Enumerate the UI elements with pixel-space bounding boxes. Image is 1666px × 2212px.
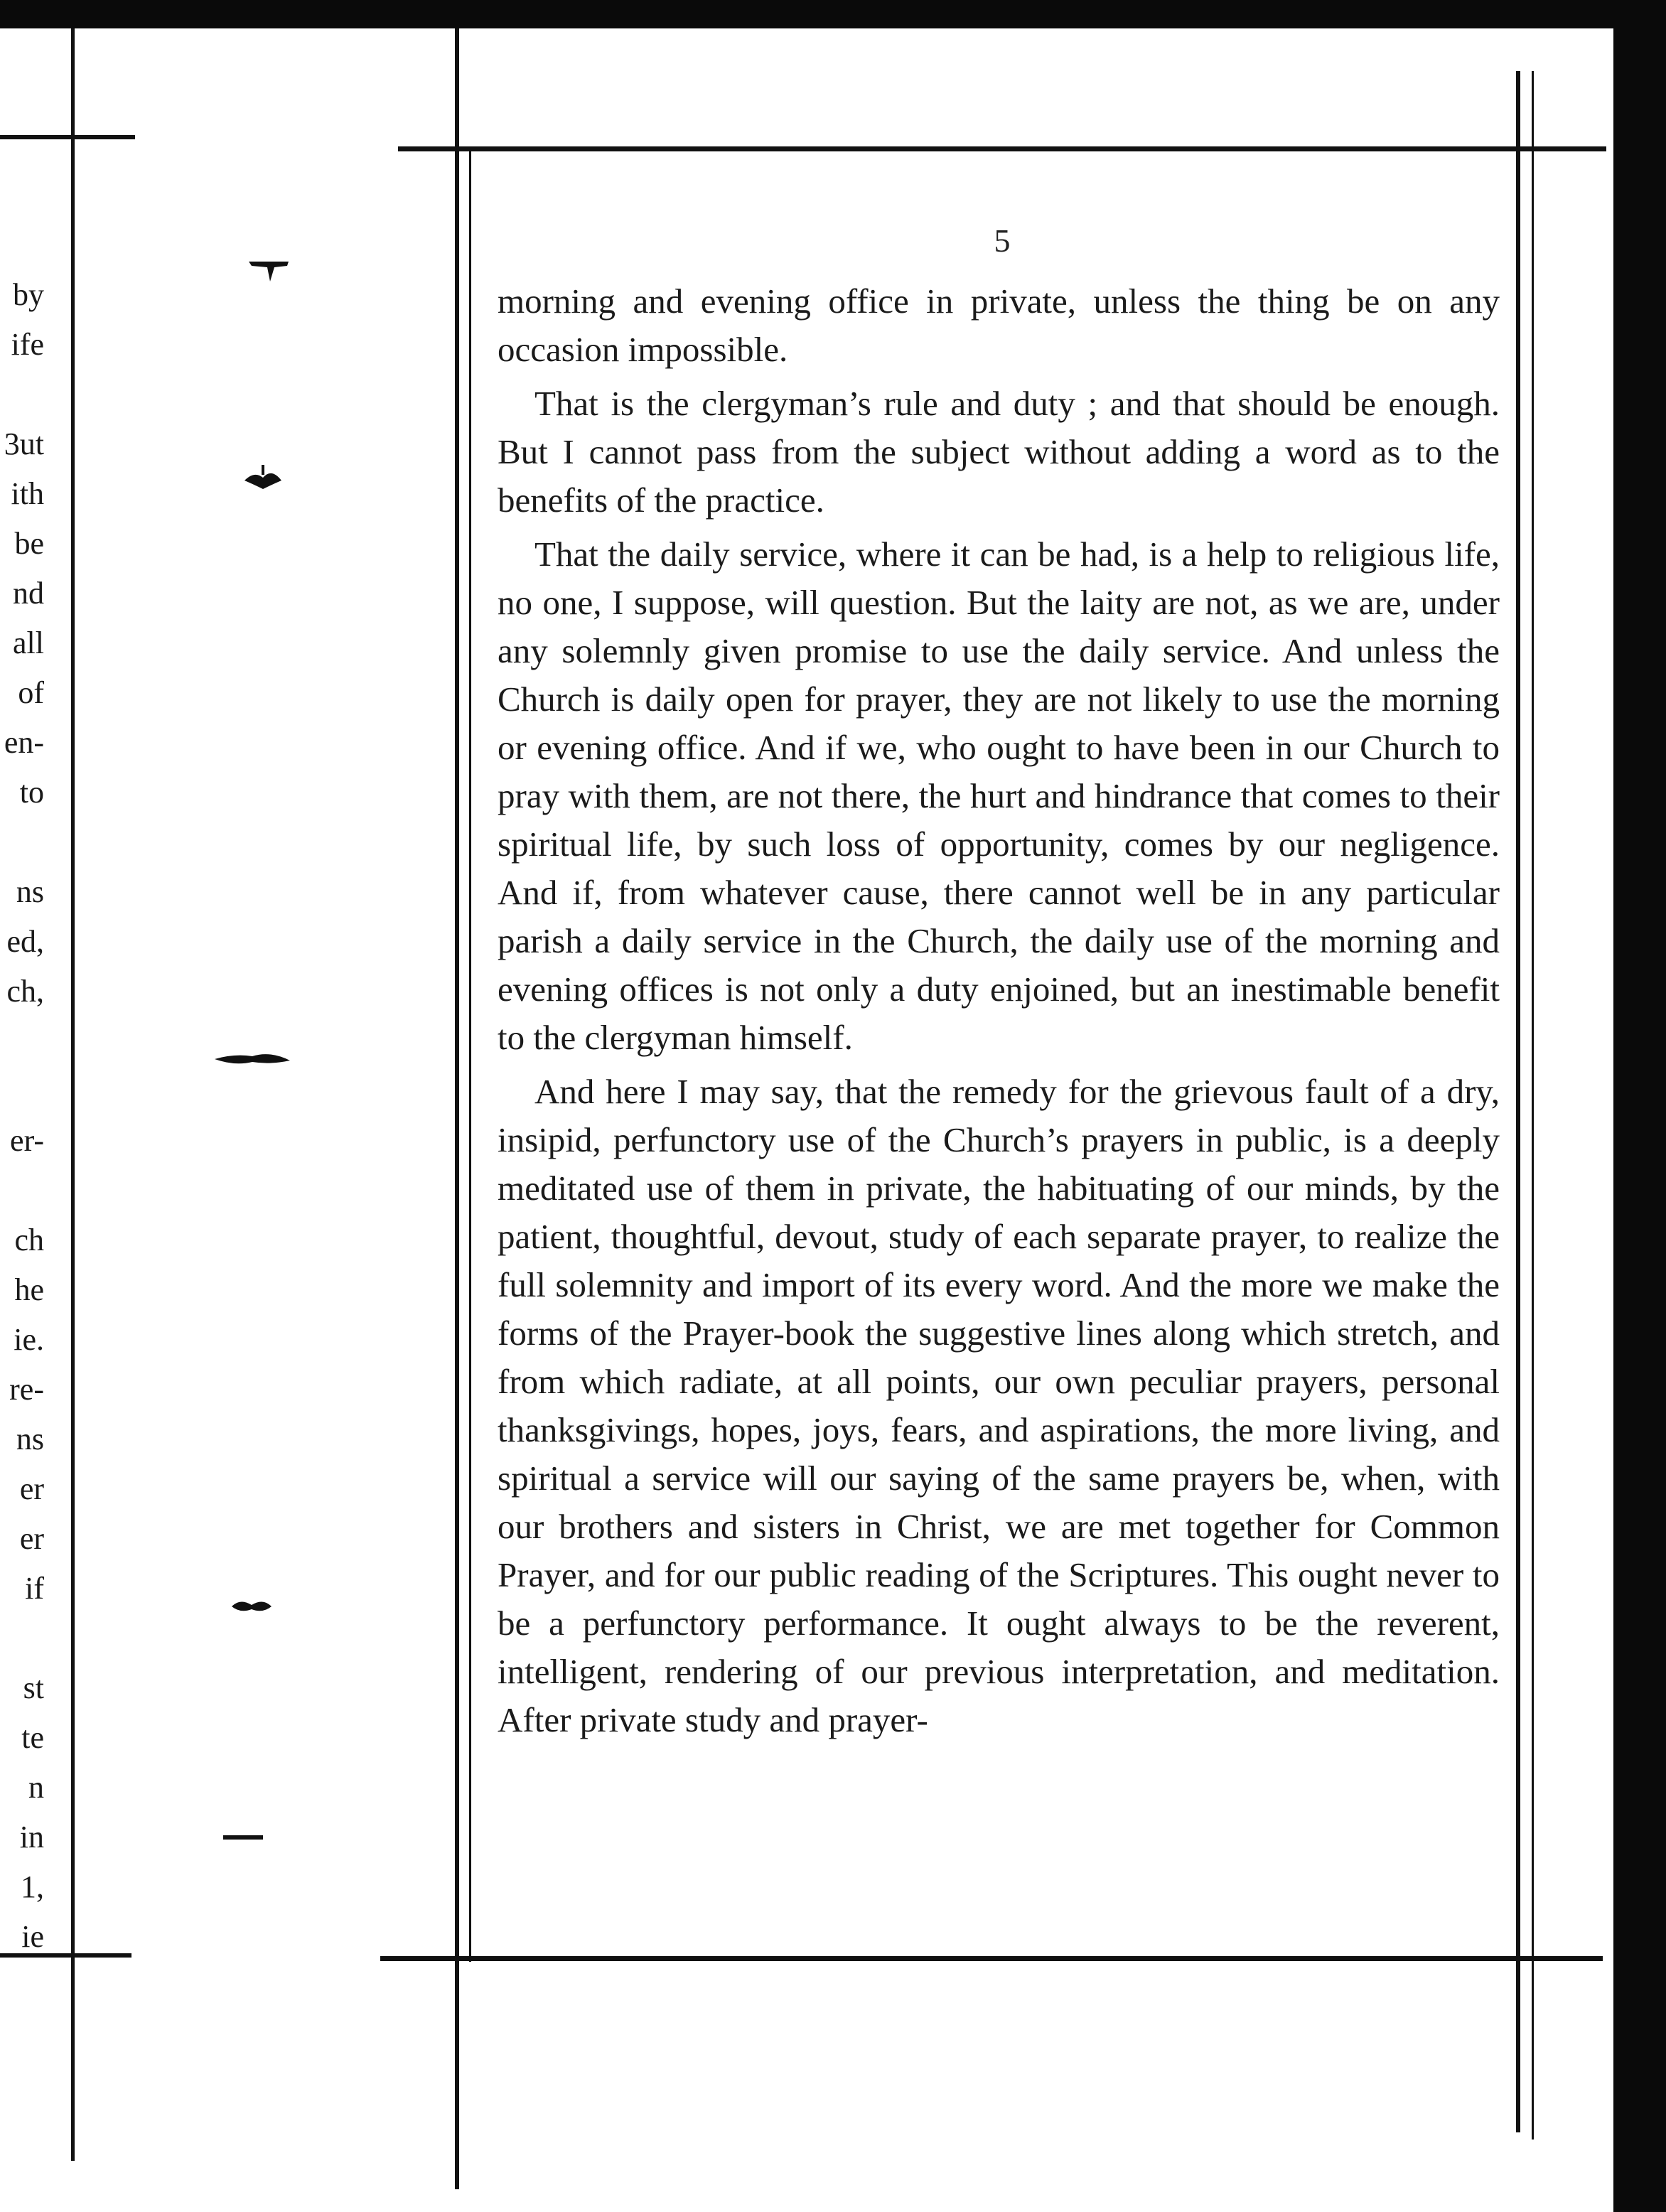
gutter-line-left [71, 28, 75, 2161]
margin-fragment: te [21, 1720, 44, 1755]
margin-fragment [0, 370, 57, 419]
page-edge-right [1532, 71, 1534, 2139]
margin-fragment: all [13, 626, 44, 660]
scan-border-right [1613, 0, 1666, 2212]
margin-fragment: if [25, 1571, 44, 1606]
margin-fragment: ed, [6, 924, 44, 959]
scanned-page [0, 28, 1613, 2212]
margin-fragment [0, 1066, 57, 1116]
page-body-text [498, 277, 1500, 1744]
margin-fragment: ch [14, 1223, 44, 1257]
margin-fragment [0, 1016, 57, 1066]
margin-fragment: ch, [6, 974, 44, 1009]
margin-fragment: ife [11, 327, 44, 362]
margin-fragment [0, 1166, 57, 1215]
margin-fragment: re- [9, 1372, 44, 1407]
margin-fragment: 3ut [4, 426, 44, 461]
margin-fragment: by [13, 277, 44, 312]
margin-fragment: er [19, 1521, 44, 1556]
margin-fragment: in [19, 1820, 44, 1854]
top-rule-left [0, 135, 135, 139]
margin-fragment [0, 817, 57, 867]
frame-line-right [1516, 71, 1520, 2132]
fleuron-icon [240, 463, 286, 492]
margin-fragment: er [19, 1471, 44, 1506]
frame-line-left [455, 28, 459, 2189]
page-number: 5 [994, 222, 1011, 259]
top-rule-right [398, 146, 1606, 151]
margin-fragment: ie [21, 1919, 44, 1954]
inner-line-left [469, 149, 471, 1962]
margin-fragment: ns [16, 1422, 44, 1456]
margin-fragment: en- [4, 725, 44, 760]
margin-fragment: of [18, 675, 44, 710]
fleuron-icon [246, 256, 291, 284]
margin-fragment: st [23, 1670, 44, 1705]
margin-fragment: be [14, 526, 44, 561]
margin-fragment: ith [11, 476, 44, 511]
previous-page-margin-fragments [0, 270, 57, 1962]
paragraph: And here I may say, that the remedy for the grievous fault of a dry, insipid, perfunctory use of the Church’s prayers in public, is a deeply meditated use of them in private, the habituating of our minds, by the patient, thoughtful, devout, study of each separate prayer, to realize the full solemnity and import of its every word. And the more we make the forms of the Prayer-book the suggestive lines along which stretch, and from which radiate, at all points, our own peculiar prayers, personal thanksgivings, hopes, joys, fears, and aspirations, the more living, and spiritual a service will our saying of the same prayers be, when, with our brothers and sisters in Christ, we are met together for Common Prayer, and for our public reading of the Scriptures. This ought never to be a perfunctory performance. It ought always to be the reverent, intelligent, rendering of our previous interpretation, and meditation. After private study and prayer- [498, 1072, 1500, 1739]
margin-fragment: 1, [21, 1869, 44, 1904]
margin-fragment: n [28, 1770, 44, 1805]
bottom-rule-right [380, 1956, 1603, 1961]
margin-fragment: ie. [14, 1322, 44, 1357]
margin-fragment: to [19, 775, 44, 810]
margin-fragment: nd [13, 576, 44, 611]
margin-fragment: ns [16, 874, 44, 909]
fleuron-icon [229, 1592, 274, 1621]
paragraph: That the daily service, where it can be had, is a help to religious life, no one, I suppose, will question. But the laity are not, as we are, under any solemnly given promise to use the daily service. And unless the Church is daily open for prayer, they are not likely to use the morning or evening office. And if we, who ought to have been in our Church to pray with them, are not there, the hurt and hindrance that comes to their spiritual life, by such loss of opportunity, comes by our negligence. And if, from whatever cause, there cannot well be in any particular parish a daily service in the Church, the daily use of the morning and evening offices is not only a duty enjoined, but an inestimable benefit to the clergyman himself. [498, 535, 1500, 1057]
margin-fragment: er- [10, 1123, 44, 1158]
fleuron-icon [223, 1832, 263, 1842]
margin-fragment: he [14, 1272, 44, 1307]
fleuron-icon [213, 1043, 291, 1072]
margin-fragment [0, 1614, 57, 1663]
paragraph: That is the clergyman’s rule and duty ; and that should be enough. But I cannot pass from the subject without adding a word as to the benefits of the practice. [498, 384, 1500, 520]
paragraph: morning and evening office in private, unless the thing be on any occasion impossible. [498, 281, 1500, 369]
